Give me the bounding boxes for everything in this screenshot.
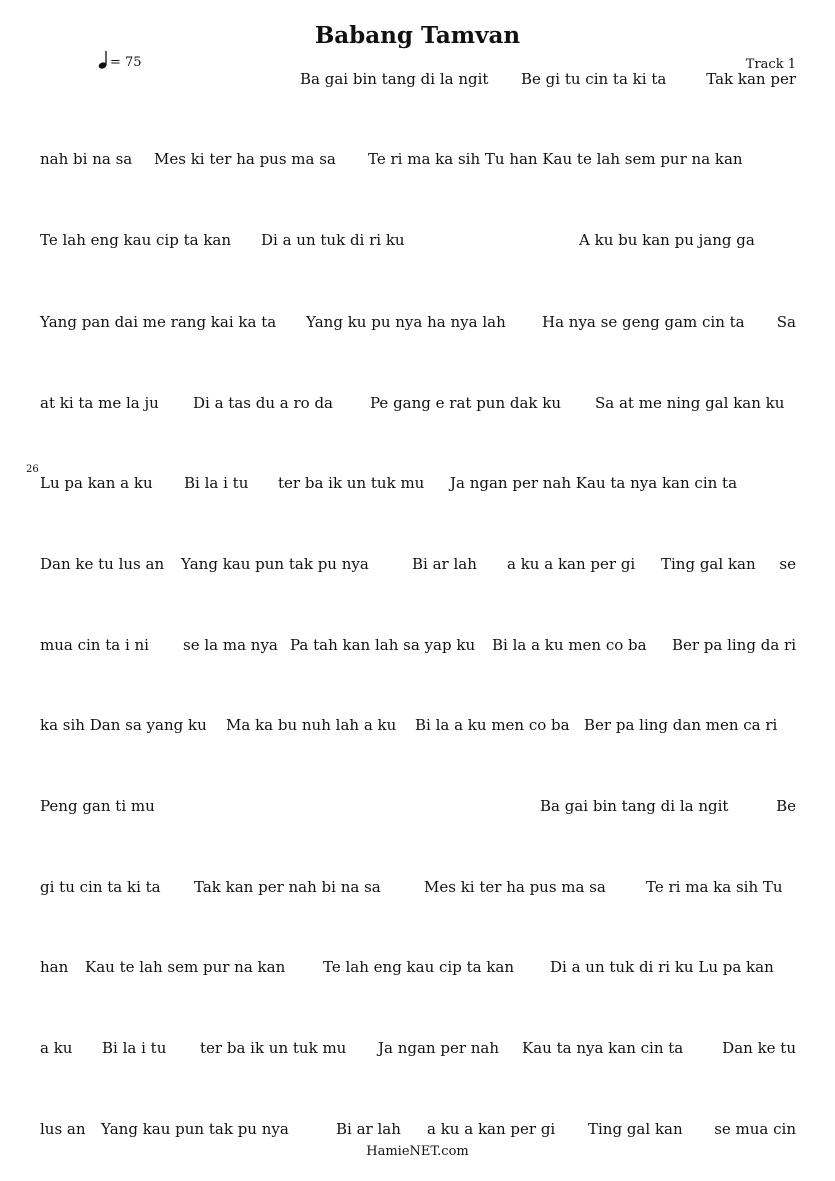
lyric-phrase: nah bi na sa: [40, 150, 133, 168]
lyric-line: [40, 716, 796, 736]
lyric-phrase: Bi la a ku men co ba: [492, 636, 647, 654]
lyric-phrase: Kau ta nya kan cin ta: [522, 1039, 684, 1057]
lyric-phrase: mua cin ta i ni: [40, 636, 149, 654]
lyric-phrase: ter ba ik un tuk mu: [278, 474, 425, 492]
lyric-phrase: Bi la a ku men co ba: [415, 716, 570, 734]
lyric-phrase: Sa at me ning gal kan ku: [595, 394, 785, 412]
lyric-line: [40, 474, 796, 494]
lyric-phrase: Tak kan per: [706, 70, 796, 88]
tempo-marking: [98, 50, 142, 70]
lyric-phrase: Te lah eng kau cip ta kan: [40, 231, 232, 249]
lyric-phrase: Pe gang e rat pun dak ku: [370, 394, 562, 412]
lyric-phrase: Be: [776, 797, 796, 815]
lyric-phrase: Ba gai bin tang di la ngit: [300, 70, 489, 88]
lyric-phrase: Bi la i tu: [102, 1039, 167, 1057]
lyric-phrase: han: [40, 958, 69, 976]
lyric-phrase: Ber pa ling da ri: [671, 636, 796, 654]
lyric-line: [40, 150, 796, 170]
lyric-line: [40, 1039, 796, 1059]
lyric-phrase: se: [779, 555, 796, 573]
bar-number: 26: [26, 464, 39, 475]
lyric-phrase: Te ri ma ka sih Tu: [646, 878, 783, 896]
lyric-line: [40, 231, 796, 251]
lyric-line: [40, 70, 796, 90]
lyric-phrase: Ja ngan per nah Kau ta nya kan cin ta: [450, 474, 738, 492]
lyric-phrase: Di a un tuk di ri ku: [261, 231, 405, 249]
lyric-phrase: Ting gal kan: [661, 555, 756, 573]
lyric-phrase: Yang kau pun tak pu nya: [181, 555, 369, 573]
lyric-phrase: Di a un tuk di ri ku Lu pa kan: [550, 958, 774, 976]
lyric-line: [40, 313, 796, 333]
lyric-line: [40, 555, 796, 575]
lyric-phrase: Ha nya se geng gam cin ta: [542, 313, 745, 331]
lyric-phrase: Ma ka bu nuh lah a ku: [226, 716, 397, 734]
lyric-phrase: Dan ke tu lus an: [40, 555, 165, 573]
lyric-phrase: Yang ku pu nya ha nya lah: [306, 313, 506, 331]
lyric-phrase: Be gi tu cin ta ki ta: [521, 70, 667, 88]
lyric-phrase: Bi la i tu: [184, 474, 249, 492]
quarter-note-icon: [98, 50, 108, 70]
lyric-phrase: Sa: [776, 313, 796, 331]
lyric-line: [40, 394, 796, 414]
lyric-phrase: Ja ngan per nah: [378, 1039, 500, 1057]
lyric-phrase: Mes ki ter ha pus ma sa: [424, 878, 606, 896]
lyric-phrase: a ku a kan per gi: [507, 555, 636, 573]
lyric-line: [40, 797, 796, 817]
lyric-phrase: Dan ke tu: [722, 1039, 796, 1057]
footer-credit: HamieNET.com: [366, 1144, 469, 1159]
lyric-line: [40, 878, 796, 898]
lyric-phrase: Yang kau pun tak pu nya: [101, 1120, 289, 1138]
song-title: Babang Tamvan: [314, 22, 521, 49]
lyric-phrase: Ba gai bin tang di la ngit: [540, 797, 729, 815]
lyric-phrase: ter ba ik un tuk mu: [200, 1039, 347, 1057]
lyric-phrase: a ku: [40, 1039, 73, 1057]
lyric-phrase: Pa tah kan lah sa yap ku: [290, 636, 476, 654]
lyric-phrase: Lu pa kan a ku: [40, 474, 153, 492]
lyric-phrase: Te ri ma ka sih Tu han Kau te lah sem pur na kan: [368, 150, 743, 168]
lyric-phrase: a ku a kan per gi: [427, 1120, 556, 1138]
lyric-line: [40, 636, 796, 656]
lyric-phrase: se mua cin: [714, 1120, 796, 1138]
lyric-phrase: at ki ta me la ju: [40, 394, 159, 412]
lyric-phrase: A ku bu kan pu jang ga: [579, 231, 755, 249]
lyric-line: [40, 1120, 796, 1140]
lyric-phrase: Mes ki ter ha pus ma sa: [154, 150, 336, 168]
lyric-phrase: Ber pa ling dan men ca ri: [584, 716, 778, 734]
lyric-phrase: se la ma nya: [183, 636, 278, 654]
lyric-phrase: Yang pan dai me rang kai ka ta: [40, 313, 277, 331]
lyric-phrase: Te lah eng kau cip ta kan: [323, 958, 515, 976]
tempo-value: = 75: [110, 55, 142, 70]
lyric-phrase: gi tu cin ta ki ta: [40, 878, 161, 896]
lyric-phrase: Kau te lah sem pur na kan: [85, 958, 286, 976]
lyric-phrase: Peng gan ti mu: [40, 797, 155, 815]
lyric-phrase: Bi ar lah: [336, 1120, 401, 1138]
lyric-phrase: Tak kan per nah bi na sa: [194, 878, 381, 896]
track-label: Track 1: [745, 57, 796, 72]
lyric-line: [40, 958, 796, 978]
lyric-phrase: Bi ar lah: [412, 555, 477, 573]
lyric-phrase: lus an: [40, 1120, 86, 1138]
lyric-phrase: Di a tas du a ro da: [193, 394, 333, 412]
lyric-phrase: Ting gal kan: [588, 1120, 683, 1138]
lyric-phrase: ka sih Dan sa yang ku: [40, 716, 207, 734]
